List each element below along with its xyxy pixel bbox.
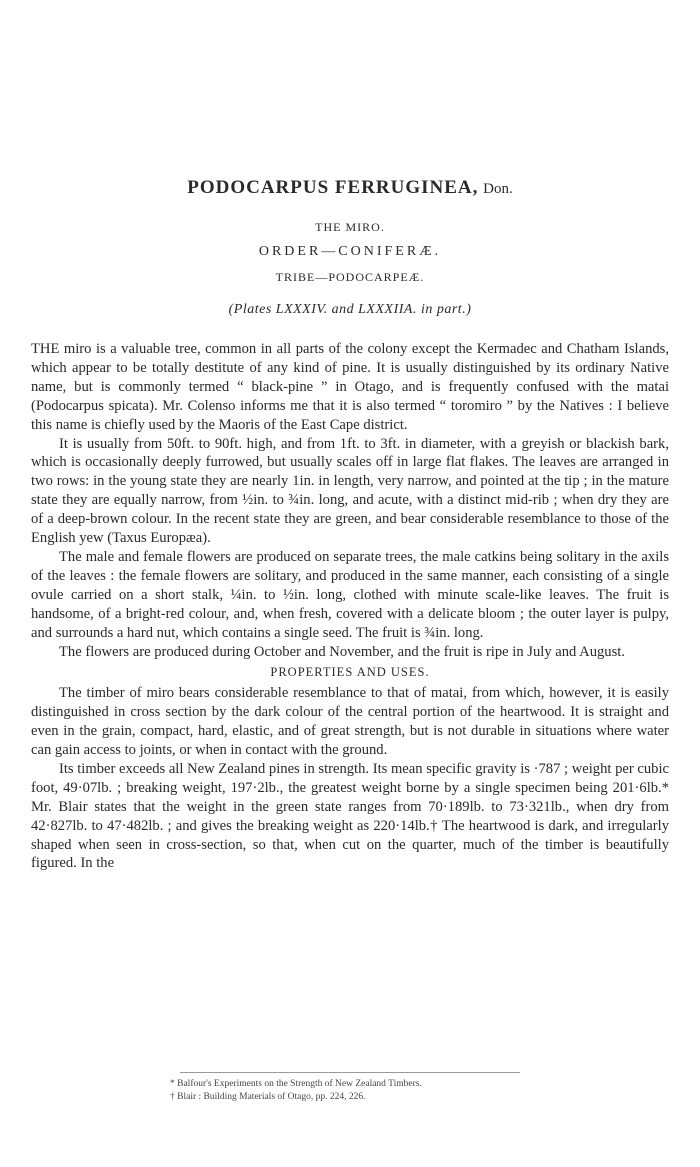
paragraph: THE miro is a valuable tree, common in all parts of the colony except the Kermadec and Chatham Islands, which appear to be totally destitute of any kind of pine. It is usually distinguished by its ordinary Native name, but is commonly termed “ black-pine ” in Otago, and is frequently confused with the matai (Podocarpus spicata). Mr. Colenso informs me that it is also termed “ toromiro ” by the Natives : I believe this name is chiefly used by the Maoris of the East Cape district. (31, 341, 669, 433)
species-author: Don. (483, 181, 513, 197)
footnotes (170, 1078, 590, 1104)
paragraph: The flowers are produced during October and November, and the fruit is ripe in July and August. (59, 643, 625, 660)
footnote: * Balfour's Experiments on the Strength of New Zealand Timbers. (170, 1079, 422, 1089)
order-line: ORDER—CONIFERÆ. (258, 244, 442, 259)
section-heading: PROPERTIES AND USES. (270, 665, 430, 680)
paragraph: The male and female flowers are produced on separate trees, the male catkins being solitary in the axils of the leaves : the female flowers are solitary, and produced in the same manner, each consisting of a single ovule carried on a short stalk, ¼in. to ½in. long, clothed with minute scale-like leaves. The fruit is handsome, of a bright-red colour, and, when fresh, covered with a delicate bloom ; the outer layer is pulpy, and surrounds a hard nut, which contains a single seed. The fruit is ¾in. long. (31, 548, 669, 641)
paragraph: The timber of miro bears considerable resemblance to that of matai, from which, however, it is easily distinguished in cross section by the dark colour of the central portion of the heartwood. It is straight and even in the grain, compact, hard, elastic, and of great strength, but is not durable in situations where water can gain access to joints, or when in contact with the ground. (31, 685, 669, 759)
body-text (31, 340, 669, 873)
species-name: PODOCARPUS FERRUGINEA, (187, 177, 479, 198)
tribe-line: TRIBE—PODOCARPEÆ. (275, 270, 425, 284)
plates-reference: (Plates LXXXIV. and LXXXIIA. in part.) (228, 302, 472, 317)
footnote-rule (180, 1072, 520, 1073)
common-name: THE MIRO. (315, 220, 385, 234)
page-title (0, 176, 700, 201)
paragraph: It is usually from 50ft. to 90ft. high, and from 1ft. to 3ft. in diameter, with a greyish or blackish bark, which is occasionally deeply furrowed, but usually scales off in large flat flakes. The leaves are arranged in two rows: in the young state they are nearly 1in. in length, very narrow, and pointed at the tip ; in the mature state they are equally narrow, from ½in. to ¾in. long, and acute, with a distinct mid-rib ; when dry they are of a deep-brown colour. In the recent state they are green, and bear considerable resemblance to those of the English yew (Taxus Europæa). (31, 435, 669, 547)
footnote: † Blair : Building Materials of Otago, pp. 224, 226. (170, 1092, 366, 1102)
paragraph: Its timber exceeds all New Zealand pines in strength. Its mean specific gravity is ·787 ; weight per cubic foot, 49·07lb. ; breaking weight, 197·2lb., the greatest weight borne by a single specimen being 201·6lb.* Mr. Blair states that the weight in the green state ranges from 70·189lb. to 73·321lb., when dry from 42·827lb. to 47·482lb. ; and gives the breaking weight as 220·14lb.† The heartwood is dark, and irregularly shaped when seen in cross-section, so that, when cut on the quarter, much of the timber is beautifully figured. In the (31, 760, 669, 872)
